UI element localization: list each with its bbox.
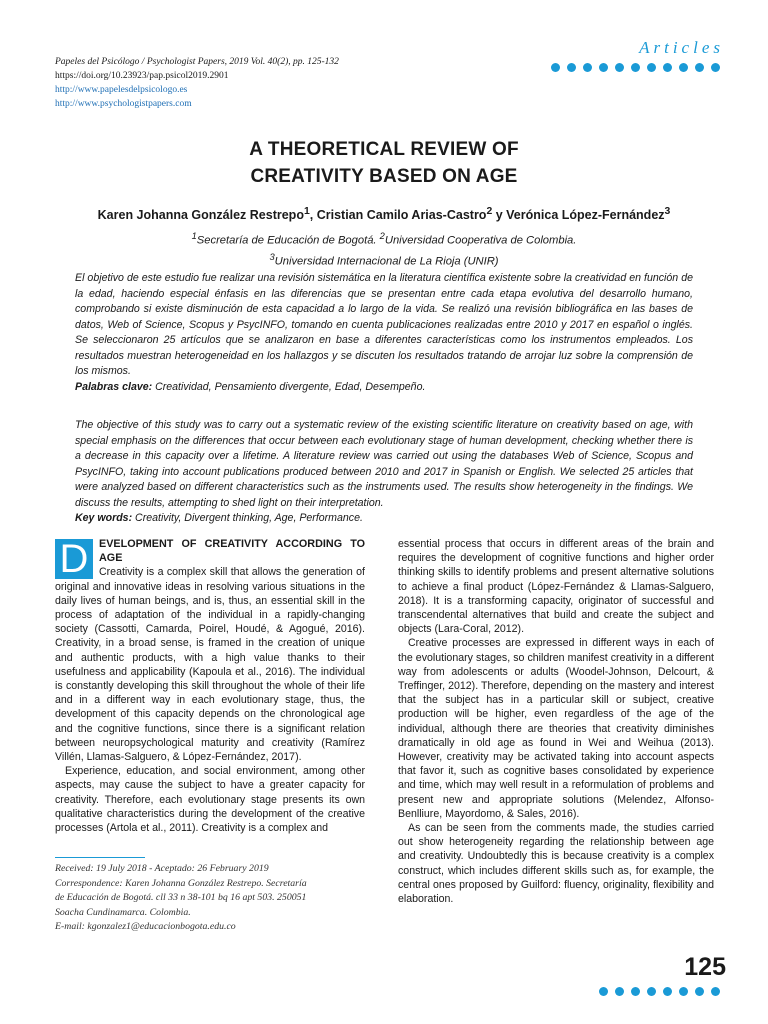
- dot-icon: [599, 987, 608, 996]
- dot-icon: [695, 63, 704, 72]
- dot-icon: [615, 63, 624, 72]
- affiliations: [0, 228, 768, 269]
- author-sep-2: y: [492, 208, 507, 223]
- doi-link[interactable]: https://doi.org/10.23923/pap.psicol2019.2901: [55, 71, 229, 81]
- paragraph: Experience, education, and social environment, among other aspects, may cause the subject to have a greater capacity for creativity. Therefore, each evolutionary stage presents its own qualitative characteristics during the development of the creative processes (Artola et al., 2011). Creativity is a complex and: [55, 765, 365, 835]
- abstract-english-text: The objective of this study was to carry out a systematic review of the existing scientific literature on creativity based on age, with special emphasis on the differences that occur between each evolutionary stage of human development, checking whether there is a decrease in this capacity over a lifetime. A literature review was carried out using the databases Web of Science, Scopus and PsycINFO, taking into account publications produced between 2010 and 2017 in Spanish or English. We selected 25 articles that were analyzed based on different characteristics such as the instruments used. The results show heterogeneity in the findings. We discuss the results, attempting to shed light on their interpretation.: [75, 419, 693, 509]
- email-link[interactable]: E-mail: kgonzalez1@educacionbogota.edu.co: [55, 921, 236, 932]
- affiliation-2: Universidad Cooperativa de Colombia.: [384, 234, 577, 247]
- author-sep-1: ,: [309, 208, 317, 223]
- affiliation-1: Secretaría de Educación de Bogotá.: [196, 234, 380, 247]
- paragraph: Creative processes are expressed in different ways in each of the evolutionary stages, so children manifest creativity in a different way from adolescents or adults (Woodel-Johnson, Delcourt, & Treffinger, 2012). Therefore, depending on the mastery and interest that the subject has in a particular skill or subject, creative production will be higher, even regardless of the age of the individual, although there are theories that creativity diminishes dramatically in old age as found in Wei and Weihua (2013). However, creativity may be activated taking into account aspects that favor it, such as cognitive bases consolidated by experience and time, which may well result in a reformulation of problems and present new and appropriate solutions (Melendez, Alfonso-Benlliure, Mayordomo, & Sales, 2016).: [398, 637, 714, 820]
- keywords-label-es: Palabras clave:: [75, 380, 153, 393]
- affiliation-3-sup: 3: [269, 251, 275, 262]
- footnotes: [55, 862, 385, 935]
- abstract-english: [75, 418, 693, 527]
- journal-info: [55, 55, 475, 111]
- dot-icon: [663, 63, 672, 72]
- dot-icon: [679, 987, 688, 996]
- drop-cap: D: [55, 539, 93, 579]
- title-line-2: CREATIVITY BASED ON AGE: [250, 166, 518, 187]
- author-2: Cristian Camilo Arias-Castro: [316, 208, 487, 223]
- affiliation-2-sup: 2: [379, 231, 385, 241]
- abstract-spanish: [75, 271, 693, 395]
- dot-icon: [631, 987, 640, 996]
- dot-icon: [647, 987, 656, 996]
- dot-icon: [711, 987, 720, 996]
- body-column-right: [398, 537, 714, 906]
- section-heading: EVELOPMENT OF CREATIVITY ACCORDING TO AGE: [99, 538, 365, 565]
- journal-url-en[interactable]: http://www.psychologistpapers.com: [55, 99, 192, 109]
- paragraph: As can be seen from the comments made, the studies carried out show heterogeneity regarding the relationship between age and creativity. Undoubtedly this is because creativity is a complex construct, which includes different skills such as, for example, the central ones proposed by Guilford: fluency, originality, flexibility and elaboration.: [398, 822, 714, 906]
- author-1-sup: 1: [303, 206, 310, 217]
- keywords-en: Creativity, Divergent thinking, Age, Performance.: [132, 512, 363, 524]
- received-date: Received: 19 July 2018 - Aceptado: 26 February 2019: [55, 863, 269, 874]
- dot-icon: [583, 63, 592, 72]
- author-3: Verónica López-Fernández: [506, 208, 665, 223]
- keywords-es: Creatividad, Pensamiento divergente, Edad, Desempeño.: [152, 380, 426, 393]
- paragraph: Creativity is a complex skill that allows the generation of original and innovative ideas in resolving various situations in the daily lives of human beings, and is, thus, an essential skill in the process of adaptation of the individual in a rapidly-changing society (Cassotti, Camarda, Poirel, Houdé, & Agogué, 2016). Creativity, in a broad sense, is framed in the creation of unique and authentic products, with a high value thanks to their usefulness and applicability (Kapoula et al., 2016). The individual is constantly developing this skill throughout the whole of their life and in a different way in each evolutionary stage, thus, the development of this capacity depends on the chronological age and the cognitive functions, since there is a significant relation between neuropsychological maturity and creativity (Ramírez Villén, Llamas-Salguero, & López-Fernández, 2017).: [55, 566, 365, 764]
- paragraph: essential process that occurs in different areas of the brain and requires the development of cognitive functions and higher order thinking skills to identify problems and present alternative solutions to achieve a final product (López-Fernández & Llamas-Salguero, 2018). It is a transforming capacity, originator of successful and transcendental alternatives that build and create the subject and objects (Lara-Coral, 2012).: [398, 538, 714, 636]
- dot-icon: [551, 63, 560, 72]
- dot-icon: [711, 63, 720, 72]
- section-label: Articles: [639, 38, 724, 57]
- correspondence-line: Soacha Cundinamarca. Colombia.: [55, 906, 191, 918]
- affiliation-3: Universidad Internacional de La Rioja (UNIR): [274, 255, 499, 268]
- dot-icon: [599, 63, 608, 72]
- journal-url-es[interactable]: http://www.papelesdelpsicologo.es: [55, 85, 188, 95]
- title-line-1: A THEORETICAL REVIEW OF: [249, 139, 519, 160]
- correspondence-line: Correspondence: Karen Johanna González Restrepo. Secretaría: [55, 877, 307, 889]
- author-1: Karen Johanna González Restrepo: [97, 208, 304, 223]
- journal-citation: Papeles del Psicólogo / Psychologist Papers, 2019 Vol. 40(2), pp. 125-132: [55, 57, 339, 67]
- keywords-label-en: Key words:: [75, 512, 133, 524]
- footnote-divider: [55, 857, 145, 858]
- decorative-dots-top: [551, 63, 720, 72]
- dot-icon: [615, 987, 624, 996]
- paper-title: [0, 136, 768, 190]
- correspondence-line: de Educación de Bogotá. cll 33 n 38-101 bq 16 apt 503. 250051: [55, 892, 307, 903]
- page-number: 125: [684, 953, 726, 981]
- dot-icon: [679, 63, 688, 72]
- affiliation-1-sup: 1: [191, 231, 197, 241]
- dot-icon: [567, 63, 576, 72]
- decorative-dots-bottom: [599, 987, 720, 996]
- dot-icon: [647, 63, 656, 72]
- dot-icon: [695, 987, 704, 996]
- dot-icon: [631, 63, 640, 72]
- abstract-spanish-text: El objetivo de este estudio fue realizar una revisión sistemática en la literatura científica existente sobre la creatividad en función de la edad, haciendo especial énfasis en las diferencias que se presentan entre cada etapa evolutiva del desarrollo humano, comprobando si existe disminución de esta capacidad a lo largo de la vida. Se realizó una revisión bibliográfica en las bases de datos, Web of Science, Scopus y PsycINFO, tomando en cuenta publicaciones realizadas entre 2010 y 2017 en español o inglés. Se seleccionaron 25 artículos que se analizaron en base a diferentes características como los instrumentos empleados. Los resultados muestran heterogeneidad en los hallazgos y se discuten los resultados tratando de arrojar luz sobre la comprensión de los mismos.: [75, 272, 693, 377]
- authors: [0, 206, 768, 222]
- author-2-sup: 2: [486, 206, 493, 217]
- author-3-sup: 3: [664, 206, 671, 217]
- body-column-left: [55, 537, 365, 835]
- dot-icon: [663, 987, 672, 996]
